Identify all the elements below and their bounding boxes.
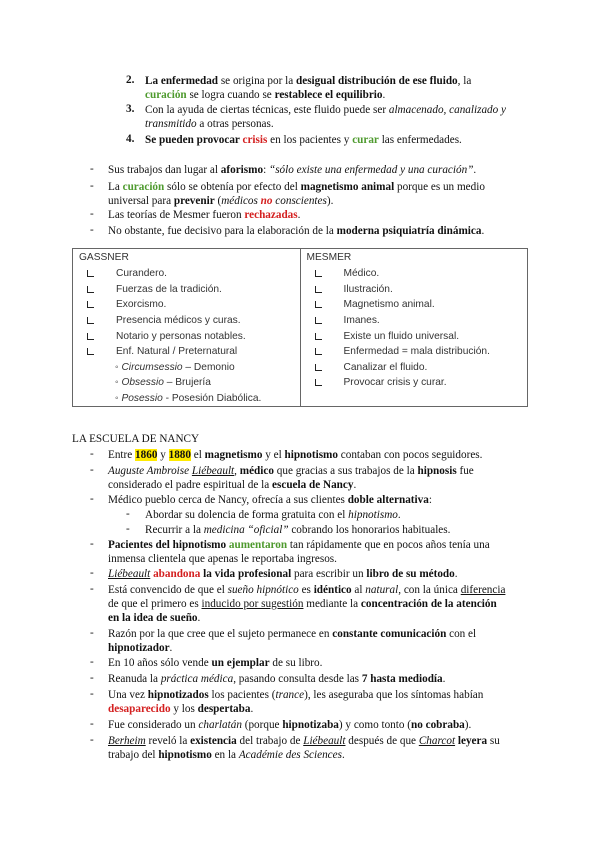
nancy-bullet-12-line-2: trabajo del hipnotismo en la Académie des Sciences. xyxy=(108,749,345,761)
checkbox-icon xyxy=(315,270,322,277)
dash-marker: - xyxy=(90,224,94,236)
nancy-bullet-12-line-1: Berheim reveló la existencia del trabajo de Liébeault después de que Charcot leyera su xyxy=(108,735,500,747)
gassner-item: Notario y personas notables. xyxy=(73,328,300,344)
checkbox-icon xyxy=(87,286,94,293)
list-item-3-line-1: Con la ayuda de ciertas técnicas, este fluido puede ser almacenado, canalizado y xyxy=(145,104,506,116)
checkbox-icon xyxy=(87,348,94,355)
dash-marker: - xyxy=(90,448,94,460)
bullet-curacion-line-2: universal para prevenir (médicos no conscientes). xyxy=(108,195,334,207)
mesmer-item: Médico. xyxy=(301,266,527,282)
nancy-bullet-7-line-2: hipnotizador. xyxy=(108,642,173,654)
mesmer-column xyxy=(300,249,527,407)
mesmer-item: Ilustración. xyxy=(301,282,527,298)
list-number: 2. xyxy=(126,74,135,86)
bullet-psiquiatria: No obstante, fue decisivo para la elaboración de la moderna psiquiatría dinámica. xyxy=(108,225,485,237)
nancy-bullet-9: Reanuda la práctica médica, pasando consulta desde las 7 hasta mediodía. xyxy=(108,673,446,685)
mesmer-item: Enfermedad = mala distribución. xyxy=(301,344,527,360)
nancy-bullet-10-line-2: desaparecido y los despertaba. xyxy=(108,703,254,715)
checkbox-icon xyxy=(315,333,322,340)
dash-marker: - xyxy=(90,734,94,746)
nancy-bullet-3: Médico pueblo cerca de Nancy, ofrecía a sus clientes doble alternativa: xyxy=(108,494,432,506)
nancy-bullet-1: Entre 1860 y 1880 el magnetismo y el hipnotismo contaban con pocos seguidores. xyxy=(108,449,483,461)
gassner-subitem: ◦ Posessio - Posesión Diabólica. xyxy=(115,392,262,404)
bullet-aforismo: Sus trabajos dan lugar al aforismo: “sólo existe una enfermedad y una curación”. xyxy=(108,164,477,176)
list-item-4: Se pueden provocar crisis en los pacientes y curar las enfermedades. xyxy=(145,134,462,146)
nancy-bullet-11: Fue considerado un charlatán (porque hipnotizaba) y como tonto (no cobraba). xyxy=(108,719,472,731)
gassner-item: Enf. Natural / Preternatural xyxy=(73,344,300,360)
dash-marker: - xyxy=(126,523,130,535)
nancy-bullet-4-line-2: inmensa clientela que apenas le reportaba ingresos. xyxy=(108,553,337,565)
checkbox-icon xyxy=(315,364,322,371)
bullet-curacion-line-1: La curación sólo se obtenía por efecto del magnetismo animal porque es un medio xyxy=(108,181,485,193)
dash-marker: - xyxy=(90,656,94,668)
dash-marker: - xyxy=(90,583,94,595)
checkbox-icon xyxy=(315,379,322,386)
dash-marker: - xyxy=(90,567,94,579)
dash-marker: - xyxy=(126,508,130,520)
list-item-3-line-2: transmitido a otras personas. xyxy=(145,118,274,130)
list-number: 3. xyxy=(126,103,135,115)
list-item-2-line-2: curación se logra cuando se restablece el equilibrio. xyxy=(145,89,386,101)
nancy-bullet-2-line-2: considerado el padre espiritual de la escuela de Nancy. xyxy=(108,479,357,491)
gassner-item: Presencia médicos y curas. xyxy=(73,313,300,329)
checkbox-icon xyxy=(315,317,322,324)
gassner-item: Curandero. xyxy=(73,266,300,282)
list-item-2-line-1: La enfermedad se origina por la desigual distribución de ese fluido, la xyxy=(145,75,472,87)
checkbox-icon xyxy=(87,301,94,308)
dash-marker: - xyxy=(90,672,94,684)
section-title: LA ESCUELA DE NANCY xyxy=(72,433,200,445)
checkbox-icon xyxy=(315,348,322,355)
mesmer-item: Imanes. xyxy=(301,313,527,329)
mesmer-title: MESMER xyxy=(306,252,352,263)
gassner-subitem: ◦ Circumsessio – Demonio xyxy=(115,361,235,373)
dash-marker: - xyxy=(90,208,94,220)
nancy-bullet-7-line-1: Razón por la que cree que el sujeto permanece en constante comunicación con el xyxy=(108,628,477,640)
gassner-item: Fuerzas de la tradición. xyxy=(73,282,300,298)
nancy-bullet-2-line-1: Auguste Ambroise Liébeault, médico que gracias a sus trabajos de la hipnosis fue xyxy=(108,465,474,477)
mesmer-item: Existe un fluido universal. xyxy=(301,328,527,344)
checkbox-icon xyxy=(87,317,94,324)
checkbox-icon xyxy=(315,286,322,293)
list-number: 4. xyxy=(126,133,135,145)
nancy-bullet-8: En 10 años sólo vende un ejemplar de su libro. xyxy=(108,657,323,669)
dash-marker: - xyxy=(90,688,94,700)
nancy-bullet-6-line-1: Está convencido de que el sueño hipnótico es idéntico al natural, con la única diferencia xyxy=(108,584,506,596)
checkbox-icon xyxy=(87,333,94,340)
checkbox-icon xyxy=(315,301,322,308)
gassner-item: Exorcismo. xyxy=(73,297,300,313)
checkbox-icon xyxy=(87,270,94,277)
nancy-bullet-5: Liébeault abandona la vida profesional para escribir un libro de su método. xyxy=(108,568,458,580)
bullet-rechazadas: Las teorías de Mesmer fueron rechazadas. xyxy=(108,209,301,221)
nancy-bullet-10-line-1: Una vez hipnotizados los pacientes (trance), les aseguraba que los síntomas habían xyxy=(108,689,484,701)
mesmer-item: Canalizar el fluido. xyxy=(301,360,527,376)
dash-marker: - xyxy=(90,464,94,476)
nancy-bullet-6-line-3: en la idea de sueño. xyxy=(108,612,201,624)
nancy-bullet-6-line-2: de que el primero es inducido por sugestión mediante la concentración de la atención xyxy=(108,598,497,610)
dash-marker: - xyxy=(90,163,94,175)
gassner-mesmer-table xyxy=(72,248,528,407)
mesmer-item: Provocar crisis y curar. xyxy=(301,375,527,391)
gassner-title: GASSNER xyxy=(79,252,129,263)
dash-marker: - xyxy=(90,627,94,639)
nancy-bullet-4-line-1: Pacientes del hipnotismo aumentaron tan rápidamente que en pocos años tenía una xyxy=(108,539,490,551)
gassner-column xyxy=(73,249,301,407)
dash-marker: - xyxy=(90,538,94,550)
dash-marker: - xyxy=(90,718,94,730)
gassner-subitem: ◦ Obsessio – Brujería xyxy=(115,377,211,389)
nancy-subbullet-1: Abordar su dolencia de forma gratuita con el hipnotismo. xyxy=(145,509,401,521)
dash-marker: - xyxy=(90,493,94,505)
mesmer-item: Magnetismo animal. xyxy=(301,297,527,313)
nancy-subbullet-2: Recurrir a la medicina “oficial” cobrando los honorarios habituales. xyxy=(145,524,451,536)
dash-marker: - xyxy=(90,180,94,192)
